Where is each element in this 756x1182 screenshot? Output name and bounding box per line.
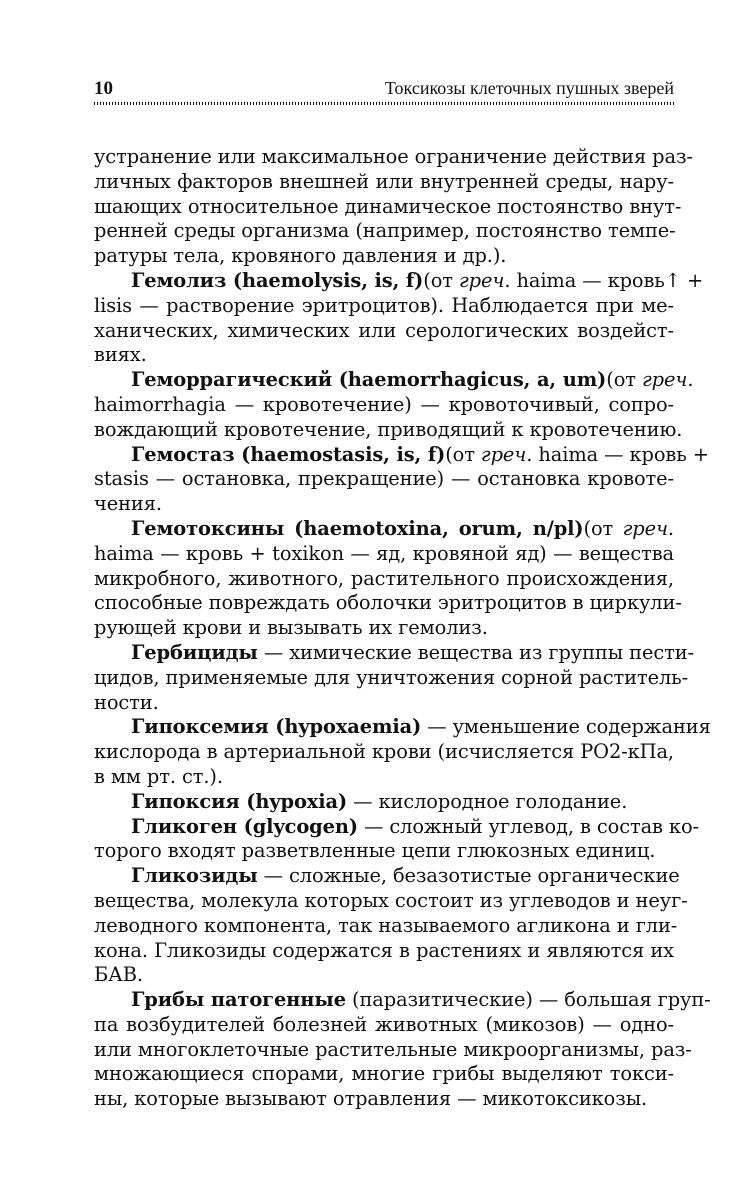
entry-text: haima — кровь↑ + <box>510 268 704 292</box>
text-line: haimorrhagia — кровотечение) — кровоточивый, сопро- <box>94 392 674 416</box>
intro-paragraph <box>94 145 693 269</box>
text-line: lisis — растворение эритроцитов). Наблюдается при ме- <box>94 293 674 317</box>
entry-first-line <box>94 715 711 740</box>
entry-term: Гербициды <box>131 640 258 664</box>
glossary-text <box>94 145 711 1112</box>
entry-term: Гипоксия (hypoxia) <box>131 789 348 813</box>
glossary-entries <box>94 268 711 1112</box>
text-line: haima — кровь + toxikon — яд, кровяной яд) — вещества <box>94 541 674 565</box>
text-line: в мм рт. ст.). <box>94 764 223 788</box>
text-line: вождающий кровотечение, приводящий к кровотечению. <box>94 417 683 441</box>
entry-term: Гликоген (glycogen) <box>131 814 358 838</box>
running-header <box>94 78 674 99</box>
glossary-entry <box>94 516 682 641</box>
header-dotted-rule <box>94 102 674 105</box>
entry-first-line <box>94 268 704 294</box>
etymology-marker: греч. <box>622 516 674 540</box>
entry-text: (от <box>423 268 459 292</box>
text-line: способные повреждать оболочки эритроцитов в циркули- <box>94 591 682 615</box>
entry-text: — уменьшение содержания <box>421 715 711 739</box>
entry-text: (паразитические) — большая груп- <box>345 988 711 1012</box>
entry-first-line <box>94 640 694 666</box>
entry-term: Гемотоксины (haemotoxina, orum, n/pl) <box>131 516 584 540</box>
glossary-entry <box>94 640 694 715</box>
entry-term: Грибы патогенные <box>131 988 346 1012</box>
text-line: или многоклеточные растительные микроорганизмы, раз- <box>94 1037 692 1061</box>
text-line: ренней среды организма (например, постоянство темпе- <box>94 219 676 243</box>
page-number: 10 <box>94 78 113 99</box>
text-line: цидов, применяемые для уничтожения сорной раститель- <box>94 665 689 689</box>
text-line: личных факторов внешней или внутренней среды, нару- <box>94 169 674 193</box>
entry-first-line <box>94 368 694 393</box>
text-line: леводного компонента, так называемого агликона и гли- <box>94 913 678 937</box>
glossary-entry <box>94 814 699 865</box>
entry-text: (от <box>606 368 642 392</box>
text-line: устранение или максимальное ограничение действия раз- <box>94 145 693 168</box>
entry-first-line <box>94 517 674 542</box>
text-line: шающих относительное динамическое постоянство внут- <box>94 194 682 218</box>
etymology-marker: греч. <box>641 368 694 392</box>
entry-term: Гипоксемия (hypoxaemia) <box>131 715 422 739</box>
text-line: чения. <box>94 492 162 516</box>
text-line: рующей крови и вызывать их гемолиз. <box>94 616 488 640</box>
entry-text: — химические вещества из группы пести- <box>257 640 694 664</box>
glossary-entry <box>94 268 704 368</box>
text-line: вещества, молекула которых состоит из углеводов и неуг- <box>94 888 688 912</box>
text-line: ратуры тела, кровяного давления и др.). <box>94 244 507 268</box>
text-line: множающиеся спорами, многие грибы выделяют токси- <box>94 1062 674 1086</box>
text-line: кислорода в артериальной крови (исчисляется PO2-кПа, <box>94 740 674 764</box>
glossary-entry <box>94 715 711 789</box>
entry-term: Гемолиз (haemolysis, is, f) <box>131 268 424 292</box>
entry-term: Гликозиды <box>131 864 258 888</box>
entry-first-line <box>94 790 674 815</box>
etymology-marker: греч. <box>458 268 511 292</box>
etymology-marker: греч. <box>480 442 533 466</box>
entry-text: — кислородное голодание. <box>347 789 628 813</box>
glossary-entry <box>94 368 694 442</box>
running-title: Токсикозы клеточных пушных зверей <box>384 78 674 98</box>
entry-text: (от <box>445 442 481 466</box>
glossary-entry <box>94 988 711 1112</box>
glossary-entry <box>94 864 688 988</box>
entry-term: Геморрагический (haemorrhagicus, a, um) <box>131 368 607 392</box>
entry-first-line <box>94 988 711 1013</box>
entry-text: haima — кровь + <box>532 442 709 466</box>
entry-text: (от <box>583 516 623 540</box>
entry-text: — сложный углевод, в состав ко- <box>357 814 699 838</box>
text-line: БАВ. <box>94 963 143 987</box>
text-line: па возбудителей болезней животных (микозов) — одно- <box>94 1012 674 1036</box>
glossary-entry <box>94 442 709 517</box>
text-line: виях. <box>94 343 147 367</box>
glossary-entry <box>94 790 674 815</box>
text-line: торого входят разветвленные цепи глюкозных единиц. <box>94 839 656 863</box>
text-line: ности. <box>94 690 159 714</box>
entry-text: — сложные, безазотистые органические <box>257 864 680 888</box>
text-line: кона. Гликозиды содержатся в растениях и являются их <box>94 938 674 962</box>
text-line: ханических, химических или серологических воздейст- <box>94 318 674 342</box>
entry-first-line <box>94 442 709 468</box>
text-line: stasis — остановка, прекращение) — остановка кровоте- <box>94 467 674 491</box>
entry-first-line <box>94 864 680 889</box>
text-line: микробного, животного, растительного происхождения, <box>94 566 674 590</box>
text-line: ны, которые вызывают отравления — микотоксикозы. <box>94 1087 648 1111</box>
entry-first-line <box>94 814 699 840</box>
entry-term: Гемостаз (haemostasis, is, f) <box>131 442 446 466</box>
